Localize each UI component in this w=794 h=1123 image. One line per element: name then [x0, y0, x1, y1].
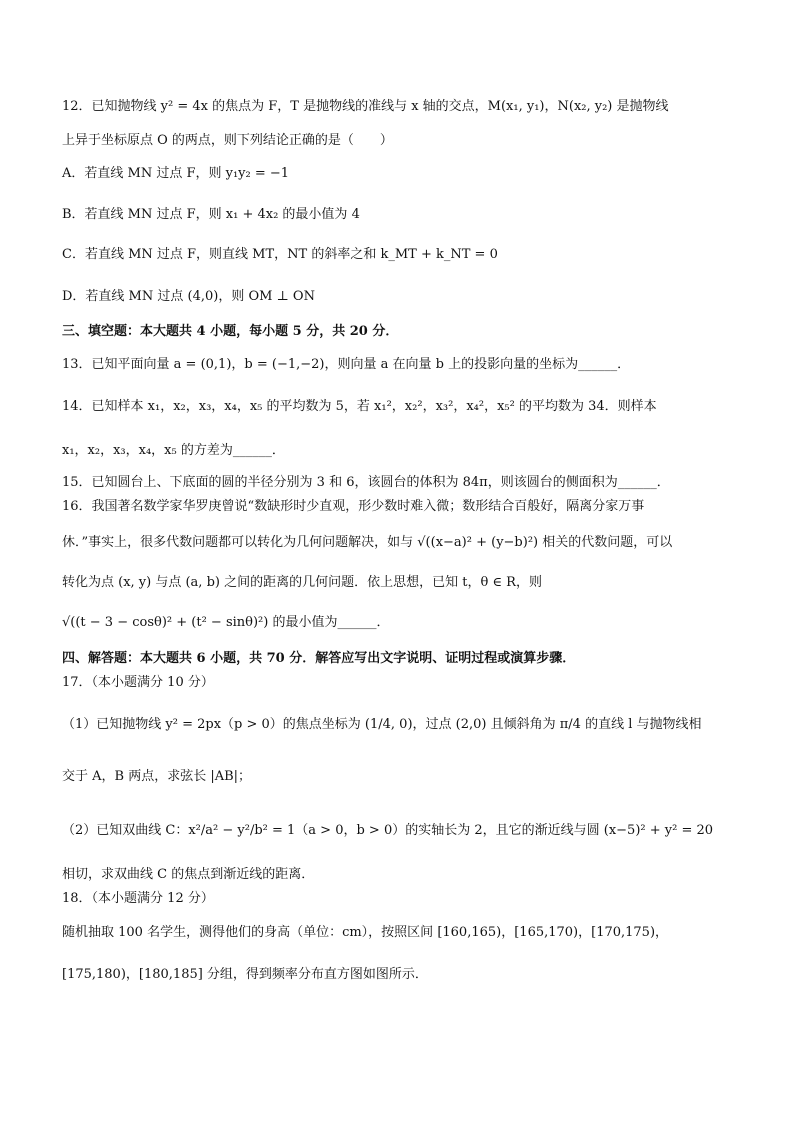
q16-line2: 休．”事实上，很多代数问题都可以转化为几何问题解决，如与 √((x−a)² + (y−b)²) 相关的代数问题，可以 — [62, 535, 673, 550]
q12-option-d: D．若直线 MN 过点 (4,0)，则 OM ⊥ ON — [62, 289, 315, 304]
q17-part1-line2: 交于 A，B 两点，求弦长 |AB|； — [62, 769, 252, 784]
q12-option-b: B．若直线 MN 过点 F，则 x₁ + 4x₂ 的最小值为 4 — [62, 207, 360, 222]
q18-line2: [175,180)，[180,185] 分组，得到频率分布直方图如图所示． — [62, 967, 428, 982]
q17-part2-line2: 相切，求双曲线 C 的焦点到渐近线的距离． — [62, 867, 315, 882]
q14-line2: x₁，x₂，x₃，x₄，x₅ 的方差为______． — [62, 443, 285, 458]
q18-line1: 随机抽取 100 名学生，测得他们的身高（单位：cm），按照区间 [160,165)，[165,170)，[170,175)， — [62, 925, 669, 940]
q12-option-a: A．若直线 MN 过点 F，则 y₁y₂ = −1 — [62, 166, 290, 181]
q16-line1: 16．我国著名数学家华罗庚曾说“数缺形时少直观，形少数时难入微；数形结合百般好，隔离分家万事 — [62, 499, 645, 514]
q17-part2-line1: （2）已知双曲线 C：x²/a² − y²/b² = 1（a > 0，b > 0）的实轴长为 2，且它的渐近线与圆 (x−5)² + y² = 20 — [62, 823, 714, 838]
q14-line1: 14．已知样本 x₁，x₂，x₃，x₄，x₅ 的平均数为 5，若 x₁²，x₂²，x₃²，x₄²，x₅² 的平均数为 34．则样本 — [62, 399, 657, 414]
q12-line1: 12．已知抛物线 y² = 4x 的焦点为 F，T 是抛物线的准线与 x 轴的交点，M(x₁, y₁)，N(x₂, y₂) 是抛物线 — [62, 99, 669, 114]
q12-option-c: C．若直线 MN 过点 F，则直线 MT，NT 的斜率之和 k_MT + k_NT = 0 — [62, 247, 498, 262]
q16-line3: 转化为点 (x, y) 与点 (a, b) 之间的距离的几何问题．依上思想，已知 t，θ ∈ R，则 — [62, 575, 542, 590]
section-4-heading: 四、解答题：本大题共 6 小题，共 70 分．解答应写出文字说明、证明过程或演算步骤． — [62, 651, 576, 666]
q18-heading: 18．（本小题满分 12 分） — [62, 891, 214, 906]
q13: 13．已知平面向量 a = (0,1)，b = (−1,−2)，则向量 a 在向量 b 上的投影向量的坐标为______． — [62, 357, 631, 372]
q12-line2: 上异于坐标原点 O 的两点，则下列结论正确的是（ ） — [62, 133, 393, 148]
section-3-heading: 三、填空题：本大题共 4 小题，每小题 5 分，共 20 分． — [62, 324, 399, 339]
q17-heading: 17．（本小题满分 10 分） — [62, 675, 214, 690]
q15: 15．已知圆台上、下底面的圆的半径分别为 3 和 6，该圆台的体积为 84π，则该圆台的侧面积为______． — [62, 475, 670, 490]
q16-line4: √((t − 3 − cosθ)² + (t² − sinθ)²) 的最小值为______． — [62, 615, 390, 630]
q17-part1-line1: （1）已知抛物线 y² = 2px（p > 0）的焦点坐标为 (1/4, 0)，过点 (2,0) 且倾斜角为 π/4 的直线 l 与抛物线相 — [62, 717, 702, 732]
